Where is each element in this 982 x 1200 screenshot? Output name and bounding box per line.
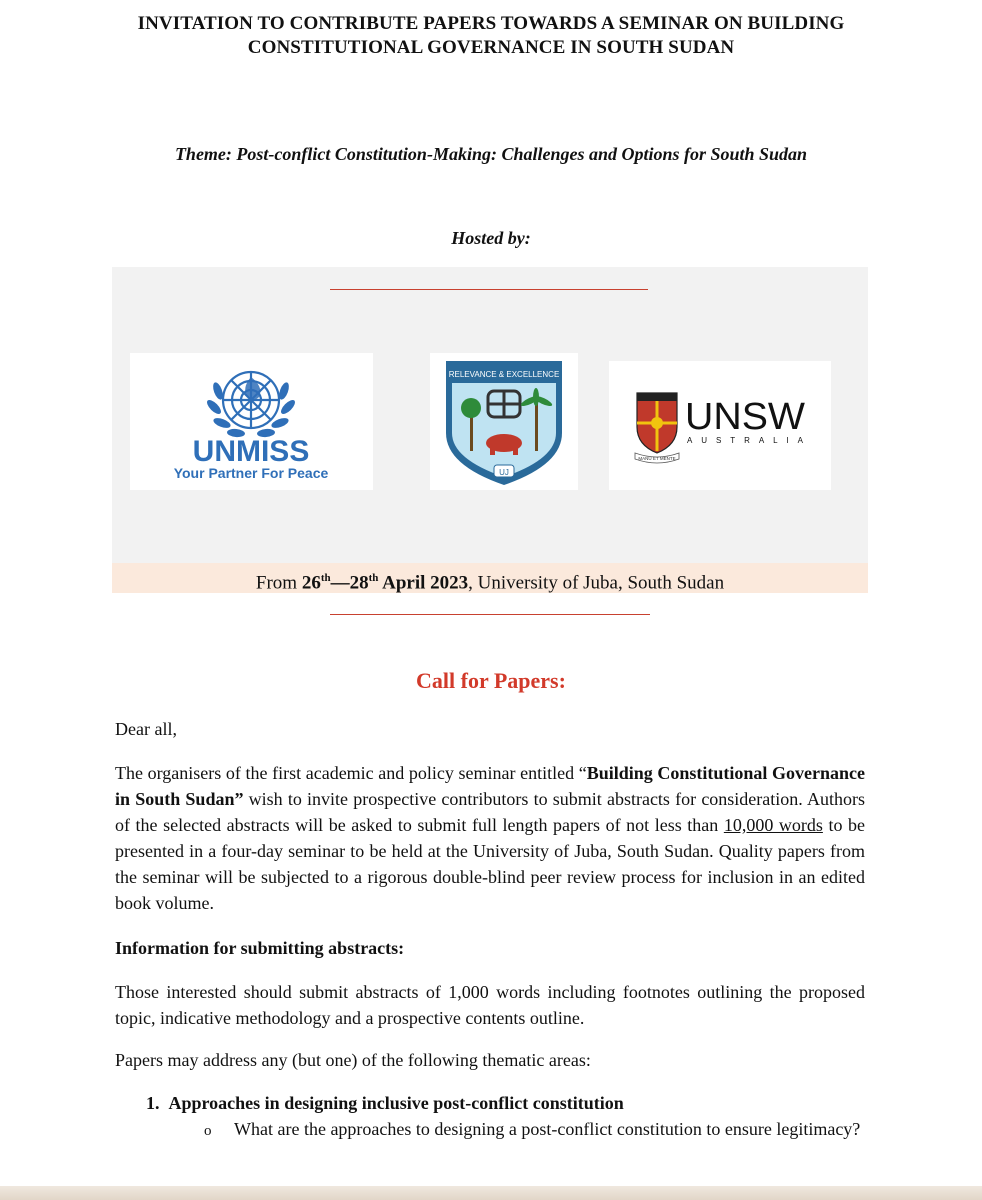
bullet-marker: o xyxy=(204,1123,212,1139)
title-line-2: CONSTITUTIONAL GOVERNANCE IN SOUTH SUDAN xyxy=(247,37,735,58)
intro-text-1: The organisers of the first academic and policy seminar entitled “ xyxy=(115,763,587,783)
word-count-requirement: 10,000 words xyxy=(723,815,823,835)
juba-crest-icon xyxy=(430,353,578,490)
juba-base-text: UJ xyxy=(499,468,509,477)
info-paragraph: Those interested should submit abstracts of 1,000 words including footnotes outlining the proposed topic, indicative methodology and a prospective contents outline. xyxy=(115,982,865,1028)
date-dash: — xyxy=(330,572,350,594)
intro-paragraph xyxy=(115,760,865,916)
top-red-rule xyxy=(330,289,648,290)
hosted-by-label: Hosted by: xyxy=(451,228,531,248)
thematic-area-1 xyxy=(146,1091,624,1115)
unsw-name: UNSW xyxy=(685,396,806,438)
seminar-title-inline: Building Constitutional Governance in South Sudan” xyxy=(115,763,866,809)
date-end-day: 28 xyxy=(349,572,369,594)
date-end-suffix: th xyxy=(368,572,379,584)
unsw-crest-icon xyxy=(609,361,831,490)
un-emblem-icon xyxy=(130,353,373,490)
date-prefix: From xyxy=(255,572,302,594)
university-of-juba-logo xyxy=(430,353,578,490)
intro-text-3: to be presented in a four-day seminar to be held at the University of Juba, South Sudan. Quality papers from the seminar will be subjected to a rigorous double-blind peer review process for inclusion in an edited book volume. xyxy=(115,815,866,913)
thematic-area-1-number: 1. xyxy=(146,1093,160,1113)
unsw-sub: AUSTRALIA xyxy=(687,436,803,445)
juba-motto-text: RELEVANCE & EXCELLENCE xyxy=(448,370,560,379)
greeting: Dear all, xyxy=(115,719,177,739)
unmiss-tagline: Your Partner For Peace xyxy=(173,465,329,481)
thematic-area-1-title: Approaches in designing inclusive post-conflict constitution xyxy=(168,1093,624,1113)
seminar-date-location xyxy=(112,563,868,593)
unsw-logo xyxy=(609,361,831,490)
unmiss-logo xyxy=(130,353,373,490)
unmiss-name: UNMISS xyxy=(192,435,310,468)
info-heading: Information for submitting abstracts: xyxy=(115,938,405,958)
bottom-red-rule xyxy=(330,614,650,615)
date-start-suffix: th xyxy=(320,572,331,584)
date-month-year: April 2023 xyxy=(378,572,469,594)
title-line-1: INVITATION TO CONTRIBUTE PAPERS TOWARDS A SEMINAR ON BUILDING xyxy=(137,13,845,34)
seminar-theme: Theme: Post-conflict Constitution-Making: Challenges and Options for South Sudan xyxy=(174,144,808,164)
thematic-area-1-question: What are the approaches to designing a post-conflict constitution to ensure legitimacy? xyxy=(234,1119,861,1139)
call-for-papers-heading: Call for Papers: xyxy=(416,668,566,693)
intro-text-2: wish to invite prospective contributors to submit abstracts for consideration. Authors of the selected abstracts will be asked to submit full length papers of not less than xyxy=(115,789,865,835)
page-bottom-edge xyxy=(0,1186,982,1200)
date-start-day: 26 xyxy=(301,572,321,594)
document-title xyxy=(60,12,922,60)
thematic-areas-intro: Papers may address any (but one) of the following thematic areas: xyxy=(115,1050,591,1070)
unsw-motto-text: MANU ET MENTE xyxy=(638,456,676,461)
seminar-location: , University of Juba, South Sudan xyxy=(468,572,725,594)
